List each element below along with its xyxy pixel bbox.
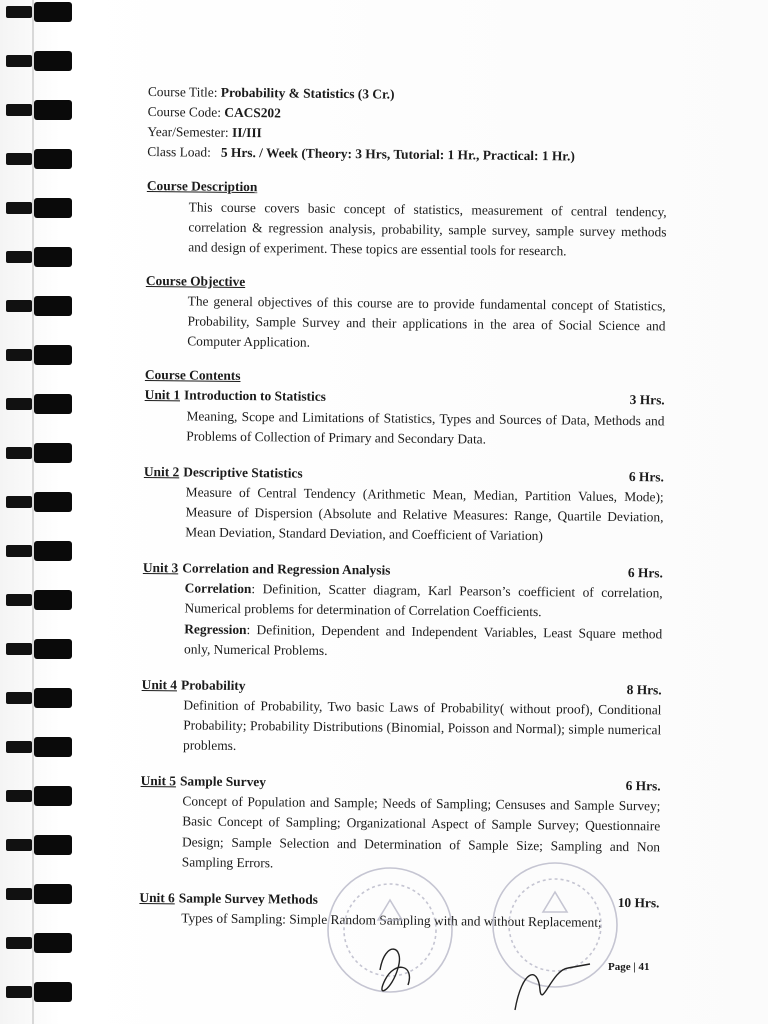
- binding-coil-back: [6, 55, 32, 67]
- binding-coil: [34, 884, 72, 904]
- unit-title: Descriptive Statistics: [183, 464, 303, 481]
- binding-coil: [34, 933, 72, 953]
- course-objective-text: The general objectives of this course are to provide fundamental concept of Statistics, Probability, Sample Survey and their applications in the area of Social Science and Computer Application.: [187, 293, 666, 350]
- binding-coil-back: [6, 839, 32, 851]
- binding-edge: [32, 0, 34, 1024]
- unit-label: Unit 3: [142, 560, 179, 576]
- unit-title: Introduction to Statistics: [183, 387, 326, 405]
- binding-coil: [34, 492, 72, 512]
- unit-label: Unit 1: [144, 387, 181, 403]
- syllabus-document: [139, 82, 668, 933]
- binding-coil-back: [6, 202, 32, 214]
- unit-text: Definition of Probability, Two basic Laws of Probability( without proof), Conditional Probability; Probability Distributions (Binomial, Poisson and Normal); simple numerical problems.: [182, 697, 662, 754]
- unit-text: Types of Sampling: Simple Random Sampling with and without Replacement;: [181, 910, 602, 930]
- course-title: Probability & Statistics (3 Cr.): [220, 84, 395, 102]
- binding-coil-back: [6, 104, 32, 116]
- right-seal-stamp: [493, 863, 617, 987]
- binding-coil: [34, 443, 72, 463]
- unit-label: Unit 4: [141, 676, 178, 693]
- course-title-label: Course Title:: [147, 83, 218, 100]
- unit-hours: 10 Hrs.: [617, 894, 660, 911]
- course-code: CACS202: [224, 104, 281, 121]
- binding-coil-back: [6, 790, 32, 802]
- unit-hours: 6 Hrs.: [628, 468, 664, 485]
- binding-coil-back: [6, 594, 32, 606]
- unit-title: Sample Survey: [179, 773, 267, 790]
- binding-coil-back: [6, 251, 32, 263]
- binding-coil: [34, 247, 72, 267]
- binding-coil: [34, 786, 72, 806]
- class-load-label: Class Load:: [147, 144, 211, 160]
- binding-coil: [34, 394, 72, 414]
- spiral-binding: [0, 0, 90, 1024]
- binding-coil-back: [6, 6, 32, 18]
- unit-hours: 3 Hrs.: [629, 392, 665, 408]
- year-semester: II/III: [231, 125, 262, 141]
- class-load-row: [147, 142, 667, 168]
- binding-coil: [34, 639, 72, 659]
- binding-coil: [34, 198, 72, 218]
- binding-coil-back: [6, 398, 32, 410]
- binding-coil-back: [6, 153, 32, 165]
- binding-coil-back: [6, 496, 32, 508]
- binding-coil: [34, 2, 72, 22]
- correlation-paragraph: [184, 579, 662, 624]
- course-description-heading: Course Description: [146, 178, 258, 195]
- binding-coils: [0, 0, 90, 1024]
- unit-label: Unit 5: [140, 773, 177, 789]
- binding-coil-back: [6, 692, 32, 704]
- binding-coil-back: [6, 349, 32, 361]
- course-contents-section: [139, 365, 665, 933]
- correlation-text: : Definition, Scatter diagram, Karl Pearson’s coefficient of correlation, Numerical problems for determination of Correlation Coefficients.: [184, 581, 663, 620]
- unit-text: Concept of Population and Sample; Needs of Sampling; Censuses and Sample Survey; Basic Concept of Sampling; Organizational Aspect of Sample Survey; Questionnaire Design; Sample Selection and Determination of Sample Size; Sampling and Non Sampling Errors.: [181, 793, 661, 870]
- binding-coil: [34, 590, 72, 610]
- course-objective-heading: Course Objective: [145, 272, 246, 289]
- binding-coil: [34, 688, 72, 708]
- official-stamps: [290, 850, 650, 1020]
- correlation-label: Correlation: [184, 580, 252, 597]
- course-description-text: This course covers basic concept of statistics, measurement of central tendency, correlation & regression analysis, probability, sample survey, sample survey methods and design of experiment. These topics are essential tools for research.: [188, 198, 667, 259]
- unit-text: Meaning, Scope and Limitations of Statistics, Types and Sources of Data, Methods and Problems of Collection of Primary and Secondary Data.: [186, 407, 665, 447]
- binding-coil: [34, 149, 72, 169]
- signature-left: [380, 949, 409, 991]
- unit-hours: 6 Hrs.: [625, 778, 661, 794]
- unit-title: Sample Survey Methods: [178, 890, 319, 907]
- unit-hours: 8 Hrs.: [626, 681, 662, 698]
- unit-3: [142, 558, 663, 664]
- binding-coil: [34, 541, 72, 561]
- unit-4: [141, 675, 662, 761]
- year-semester-label: Year/Semester:: [147, 124, 229, 141]
- course-code-label: Course Code:: [147, 104, 222, 120]
- unit-1: [144, 385, 665, 451]
- binding-coil: [34, 835, 72, 855]
- binding-coil: [34, 982, 72, 1002]
- regression-text: : Definition, Dependent and Independent Variables, Least Square method only, Numerical Problems.: [183, 621, 663, 658]
- unit-title: Probability: [180, 677, 246, 693]
- binding-coil-back: [6, 986, 32, 998]
- class-load: 5 Hrs. / Week (Theory: 3 Hrs, Tutorial: 1 Hr., Practical: 1 Hr.): [220, 145, 575, 164]
- unit-label: Unit 2: [143, 463, 180, 480]
- binding-coil: [34, 345, 72, 365]
- unit-text: Measure of Central Tendency (Arithmetic Mean, Median, Partition Values, Mode); Measure of Dispersion (Absolute and Relative Measures: Range, Quartile Deviation, Mean Deviation, Standard Deviation, and Coefficient of Variation): [185, 484, 664, 544]
- unit-label: Unit 6: [139, 889, 175, 906]
- binding-coil-back: [6, 447, 32, 459]
- binding-coil-back: [6, 741, 32, 753]
- regression-paragraph: [184, 619, 662, 664]
- page-number: Page | 41: [608, 961, 650, 973]
- regression-label: Regression: [184, 620, 247, 637]
- binding-coil: [34, 296, 72, 316]
- course-objective-section: [145, 271, 666, 357]
- unit-title: Correlation and Regression Analysis: [182, 560, 391, 578]
- unit-2: [143, 462, 664, 548]
- binding-coil: [34, 737, 72, 757]
- unit-hours: 6 Hrs.: [627, 565, 663, 581]
- binding-coil: [34, 100, 72, 120]
- binding-coil: [34, 51, 72, 71]
- course-contents-heading: Course Contents: [144, 367, 241, 384]
- binding-coil-back: [6, 300, 32, 312]
- binding-coil-back: [6, 643, 32, 655]
- binding-coil-back: [6, 888, 32, 900]
- course-description-section: [146, 176, 667, 262]
- binding-coil-back: [6, 937, 32, 949]
- binding-coil-back: [6, 545, 32, 557]
